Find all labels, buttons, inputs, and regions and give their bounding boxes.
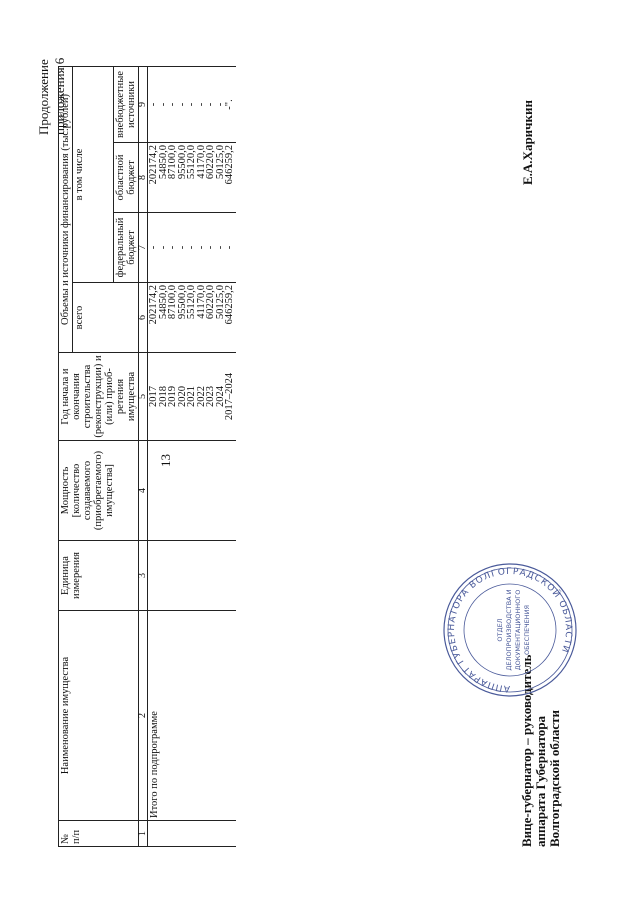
svg-text:ОБЕСПЕЧЕНИЯ: ОБЕСПЕЧЕНИЯ [523, 604, 531, 656]
cell-federal-value: - [214, 245, 226, 250]
cell-federal-value: - [167, 245, 178, 250]
cell-extra-value: - [214, 102, 226, 107]
cell-extra-value: - [167, 102, 178, 107]
cell-total-value: 95500,0 [176, 285, 188, 320]
cell-year-value: 2019 [167, 386, 178, 407]
page-number: 13 [158, 454, 173, 467]
cell-total-value: 50125,0 [214, 285, 226, 320]
cell-year-value: 2018 [157, 386, 169, 407]
cell-total-value: 55120,0 [186, 285, 197, 320]
cell-federal-value: - [205, 245, 216, 250]
svg-text:ДОКУМЕНТАЦИОННОГО: ДОКУМЕНТАЦИОННОГО [514, 589, 522, 671]
row-num-cell [148, 821, 236, 847]
header-num: № п/п [59, 821, 139, 847]
column-number: 2 [139, 611, 148, 821]
cell-federal-value: - [148, 245, 159, 250]
cell-extra-value: - [176, 102, 188, 107]
signer-name: Е.А.Харичкин [520, 100, 535, 185]
row-years-cell [148, 353, 236, 441]
cell-regional-value: 95500,0 [176, 145, 188, 180]
cell-year-value: 2021 [186, 386, 197, 407]
cell-total-value: 646259,2 [224, 285, 235, 325]
row-federal-cell [148, 213, 236, 283]
header-extrabudget: внебюджетные источники [114, 66, 139, 142]
cell-total-value: 60220,0 [205, 285, 216, 320]
column-number: 7 [139, 213, 148, 283]
header-unit: Единица измерения [59, 541, 139, 611]
cell-regional-value: 41170,0 [195, 145, 207, 179]
signature-line-3: Волгоградской области [547, 709, 562, 847]
cell-year-value: 2024 [214, 386, 226, 407]
cell-extra-value: - [148, 102, 159, 107]
appendix-note: Продолжение приложения 6 [36, 57, 67, 135]
cell-extra-value: - [205, 102, 216, 107]
cell-federal-value: - [195, 245, 207, 250]
cell-regional-value: 55120,0 [186, 145, 197, 180]
cell-regional-value: 87100,0 [167, 145, 178, 180]
header-row-1 [59, 66, 73, 846]
cell-extra-value: - [186, 102, 197, 107]
cell-total-value: 87100,0 [167, 285, 178, 320]
cell-federal-value: - [186, 245, 197, 250]
svg-text:ОТДЕЛ: ОТДЕЛ [496, 618, 504, 642]
header-federal: федеральный бюджет [114, 213, 139, 283]
row-total-cell [148, 283, 236, 353]
cell-total-value: 41170,0 [195, 285, 207, 319]
cell-regional-value: 54850,0 [157, 145, 169, 180]
cell-year-value: 2017–2024 [224, 372, 235, 421]
financing-table [58, 66, 236, 847]
column-number-row [139, 66, 148, 846]
row-label: Итого по подпрограмме [148, 611, 236, 821]
cell-regional-value: 60220,0 [205, 145, 216, 180]
header-years: Год начала и окончания строительства (реконструкции) и (или) приоб-ретения имущества [59, 353, 139, 441]
svg-text:ДЕЛОПРОИЗВОДСТВА И: ДЕЛОПРОИЗВОДСТВА И [505, 589, 513, 671]
cell-year-value: 2023 [205, 386, 216, 407]
column-number: 9 [139, 66, 148, 142]
header-including: в том числе [73, 66, 114, 282]
header-total: всего [73, 283, 139, 353]
cell-federal-value: - [176, 245, 188, 250]
cell-federal-value: - [224, 245, 235, 250]
cell-year-value: 2017 [148, 386, 159, 407]
signature-line-1: Вице-губернатор – руководитель [519, 654, 534, 847]
cell-regional-value: 50125,0 [214, 145, 226, 180]
cell-year-value: 2020 [176, 386, 188, 407]
cell-regional-value: 646259,2 [224, 145, 235, 185]
table-row [148, 66, 236, 846]
column-number: 5 [139, 353, 148, 441]
svg-text:АППАРАТ ГУБЕРНАТОРА ВОЛГОГРАДС: АППАРАТ ГУБЕРНАТОРА ВОЛГОГРАДСКОЙ ОБЛАСТИ [446, 566, 574, 694]
header-regional: областной бюджет [114, 143, 139, 213]
header-capacity: Мощность [количество создаваемого (приобретаемого) имущества] [59, 441, 139, 541]
column-number: 1 [139, 821, 148, 847]
cell-year-value: 2022 [195, 386, 207, 407]
cell-regional-value: 202174,2 [148, 145, 159, 185]
signature-line-2: аппарата Губернатора [533, 715, 548, 847]
cell-total-value: 54850,0 [157, 285, 169, 320]
cell-extra-value: - [157, 102, 169, 107]
cell-extra-value: - [195, 102, 207, 107]
official-stamp [440, 560, 580, 700]
row-capacity-cell [148, 441, 236, 541]
column-number: 6 [139, 283, 148, 353]
row-unit-cell [148, 541, 236, 611]
column-number: 3 [139, 541, 148, 611]
column-number: 8 [139, 143, 148, 213]
header-name: Наименование имущества [59, 611, 139, 821]
cell-extra-value: -". [224, 99, 235, 110]
cell-total-value: 202174,2 [148, 285, 159, 325]
row-regional-cell [148, 143, 236, 213]
cell-federal-value: - [157, 245, 169, 250]
column-number: 4 [139, 441, 148, 541]
header-financing: Объемы и источники финансирования (тыс.рублей) [59, 66, 73, 352]
row-extra-cell [148, 66, 236, 142]
